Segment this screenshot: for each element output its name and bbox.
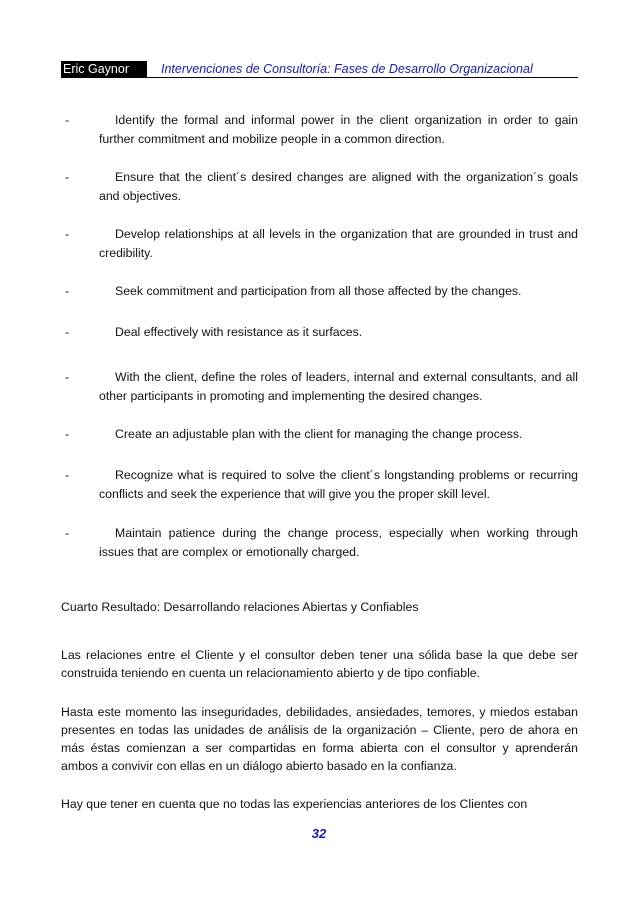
bullet-item <box>65 466 578 504</box>
bullet-item <box>65 111 578 149</box>
header-title: Intervenciones de Consultoría: Fases de Desarrollo Organizacional <box>161 62 533 76</box>
bullet-item <box>65 425 578 444</box>
bullet-dash: - <box>65 113 70 127</box>
page-number: 32 <box>311 826 327 841</box>
bullet-text: Maintain patience during the change process, especially when working through issues that are complex or emotionally charged. <box>99 526 578 559</box>
bullet-text: Seek commitment and participation from all those affected by the changes. <box>115 284 522 298</box>
bullet-dash: - <box>65 468 70 482</box>
bullet-item <box>65 168 578 206</box>
paragraph: Hay que tener en cuenta que no todas las experiencias anteriores de los Clientes con <box>61 797 528 811</box>
bullet-dash: - <box>65 427 70 441</box>
bullet-item <box>65 524 578 562</box>
bullet-item <box>65 282 578 301</box>
bullet-dash: - <box>65 227 70 241</box>
header-author: Eric Gaynor <box>61 61 147 77</box>
bullet-item <box>65 368 578 406</box>
bullet-text: Create an adjustable plan with the client for managing the change process. <box>115 427 523 441</box>
paragraph: Las relaciones entre el Cliente y el consultor deben tener una sólida base la que debe ser construida teniendo en cuenta un relacionamiento abierto y de tipo confiable. <box>61 648 578 680</box>
bullet-item <box>65 323 578 342</box>
page-header <box>61 61 578 78</box>
section-heading: Cuarto Resultado: Desarrollando relaciones Abiertas y Confiables <box>61 600 419 614</box>
bullet-dash: - <box>65 325 70 339</box>
paragraph: Hasta este momento las inseguridades, debilidades, ansiedades, temores, y miedos estaban presentes en todas las unidades de análisis de la organización – Cliente, pero de ahora en más éstas comienzan a ser compartidas en forma abierta con el consultor y aprenderán ambos a convivir con ellas en un diálogo abierto basado en la confianza. <box>61 705 578 773</box>
bullet-dash: - <box>65 284 70 298</box>
bullet-dash: - <box>65 370 70 384</box>
bullet-text: Develop relationships at all levels in the organization that are grounded in trust and credibility. <box>99 227 578 260</box>
bullet-text: Recognize what is required to solve the client´s longstanding problems or recurring conflicts and seek the experience that will give you the proper skill level. <box>99 468 578 501</box>
bullet-text: Deal effectively with resistance as it surfaces. <box>115 325 363 339</box>
bullet-dash: - <box>65 170 70 184</box>
bullet-text: Ensure that the client´s desired changes are aligned with the organization´s goals and objectives. <box>99 170 578 203</box>
bullet-text: With the client, define the roles of leaders, internal and external consultants, and all other participants in promoting and implementing the desired changes. <box>99 370 578 403</box>
bullet-dash: - <box>65 526 70 540</box>
bullet-text: Identify the formal and informal power in the client organization in order to gain further commitment and mobilize people in a common direction. <box>99 113 578 146</box>
bullet-item <box>65 225 578 263</box>
